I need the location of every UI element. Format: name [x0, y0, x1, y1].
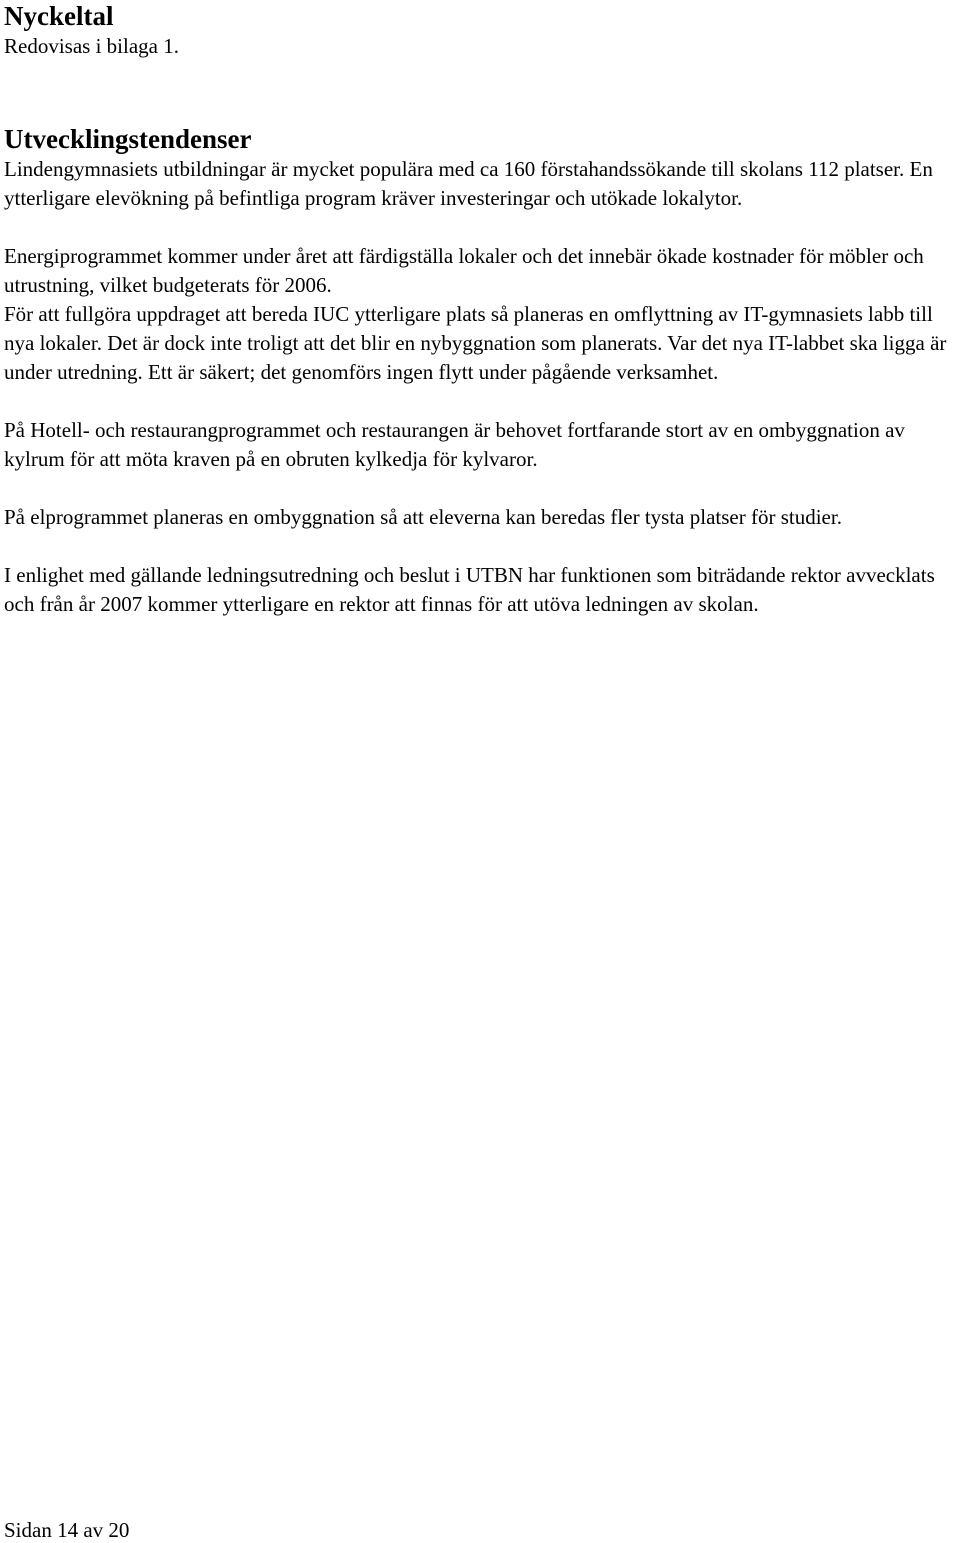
paragraph-hotell-restaurang: På Hotell- och restaurangprogrammet och restaurangen är behovet fortfarande stort av en ombyggnation av kylrum för att möta kraven på en obruten kylkedja för kylvaror.: [4, 418, 905, 471]
paragraph-ledning: I enlighet med gällande ledningsutredning och beslut i UTBN har funktionen som biträdande rektor avvecklats och från år 2007 kommer ytterligare en rektor att finnas för att utöva ledningen av skolan.: [4, 563, 935, 616]
page-number: Sidan 14 av 20: [4, 1518, 130, 1542]
heading-nyckeltal: Nyckeltal: [4, 1, 114, 31]
paragraph-intro: Lindengymnasiets utbildningar är mycket populära med ca 160 förstahandssökande till skolans 112 platser. En ytterligare elevökning på befintliga program kräver investeringar och utökade lokalytor.: [4, 157, 933, 210]
document-page: [4, 0, 956, 619]
nyckeltal-text: Redovisas i bilaga 1.: [4, 34, 179, 58]
paragraph-iuc: För att fullgöra uppdraget att bereda IUC ytterligare plats så planeras en omflyttning av IT-gymnasiets labb till nya lokaler. Det är dock inte troligt att det blir en nybyggnation som planerats. Var det nya IT-labbet ska ligga är under utredning. Ett är säkert; det genomförs ingen flytt under pågående verksamhet.: [4, 302, 947, 384]
paragraph-elprogrammet: På elprogrammet planeras en ombyggnation så att eleverna kan beredas fler tysta platser för studier.: [4, 505, 842, 529]
paragraph-energiprogrammet: Energiprogrammet kommer under året att färdigställa lokaler och det innebär ökade kostnader för möbler och utrustning, vilket budgeterats för 2006.: [4, 244, 924, 297]
heading-utvecklingstendenser: Utvecklingstendenser: [4, 124, 252, 154]
